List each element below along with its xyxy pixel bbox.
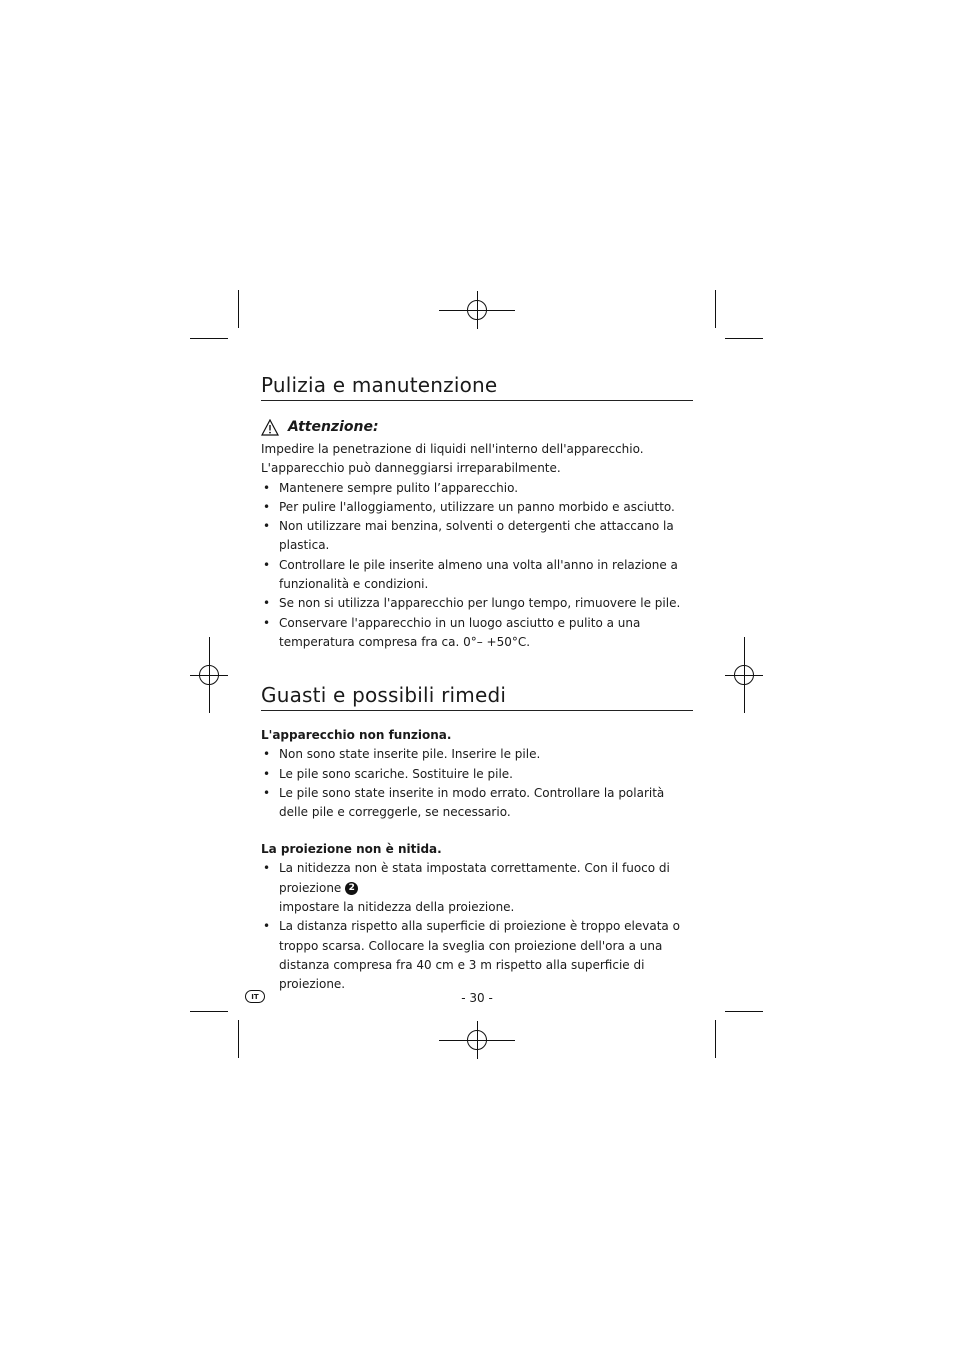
warning-intro: Impedire la penetrazione di liquidi nell'interno dell'apparecchio. L'apparecchio può danneggiarsi irreparabilmente. [261,442,644,476]
list-item-text: impostare la nitidezza della proiezione. [279,900,515,915]
warning-triangle-icon [261,419,279,436]
list-item: • Se non si utilizza l'apparecchio per lungo tempo, rimuovere le pile. [261,594,693,613]
warning-label: Attenzione: [288,419,379,435]
section-title-cleaning: Pulizia e manutenzione [261,372,693,401]
list-item [261,859,693,917]
page-number: - 30 - [461,991,493,1005]
warning-block [261,417,693,437]
problem-heading: L'apparecchio non funziona. [261,728,452,743]
list-item: • Le pile sono state inserite in modo errato. Controllare la polarità delle pile e correggerle, se necessario. [261,784,693,823]
section-title-troubleshooting: Guasti e possibili rimedi [261,682,693,711]
problem-list [261,745,693,822]
list-item-text: La nitidezza non è stata impostata correttamente. Con il fuoco di proiezione [279,861,670,895]
cleaning-list [261,479,693,653]
language-badge: IT [245,990,265,1003]
list-item: • Non utilizzare mai benzina, solventi o detergenti che attaccano la plastica. [261,517,693,556]
list-item: • La distanza rispetto alla superficie di proiezione è troppo elevata o troppo scarsa. Collocare la sveglia con proiezione dell'ora a una distanza compresa fra 40 cm e 3 m rispetto alla superficie di proiezione. [261,917,693,994]
list-item: • Per pulire l'alloggiamento, utilizzare un panno morbido e asciutto. [261,498,693,517]
problem-heading: La proiezione non è nitida. [261,842,442,857]
callout-number-badge: 2 [345,882,358,895]
list-item: • Le pile sono scariche. Sostituire le pile. [261,765,693,784]
list-item: • Conservare l'apparecchio in un luogo asciutto e pulito a una temperatura compresa fra ca. 0°– +50°C. [261,614,693,653]
list-item: • Non sono state inserite pile. Inserire le pile. [261,745,693,764]
list-item: • Controllare le pile inserite almeno una volta all'anno in relazione a funzionalità e condizioni. [261,556,693,595]
page-content [261,372,693,995]
problem-list [261,859,693,994]
list-item: • Mantenere sempre pulito l’apparecchio. [261,479,693,498]
